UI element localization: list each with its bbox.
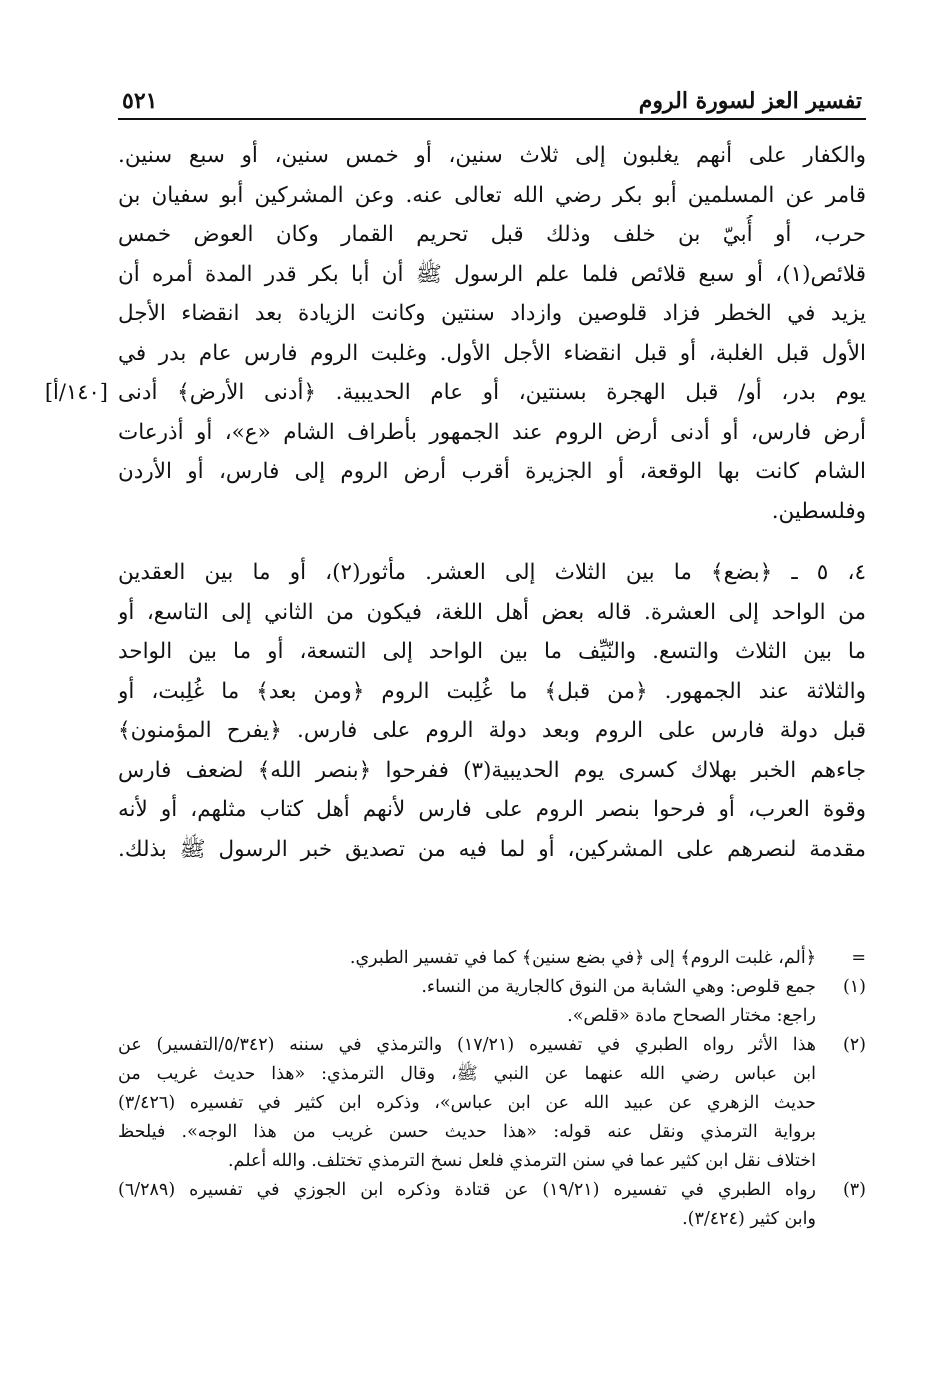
footnote-line: رواه الطبري في تفسيره (١٩/٢١) عن قتادة وذكره ابن الجوزي في تفسيره (٦/٢٨٩) [118, 1180, 816, 1200]
footnote-line: ﴿ألم، غلبت الروم﴾ إلى ﴿في بضع سنين﴾ كما في تفسير الطبري. [349, 948, 816, 968]
footnote-line: هذا الأثر رواه الطبري في تفسيره (١٧/٢١) والترمذي في سننه (٥/٣٤٢/التفسير) عن [118, 1035, 816, 1055]
footnote-marker: (١) [842, 977, 866, 997]
text-line: قامر عن المسلمين أبو بكر رضي الله تعالى عنه. وعن المشركين أبو سفيان بن [118, 182, 866, 208]
text-line: حرب، أو أُبيّ بن خلف وذلك قبل تحريم القمار وكان العوض خمس [118, 222, 866, 247]
text-line: والثلاثة عند الجمهور. ﴿من قبل﴾ ما غُلِبت الروم ﴿ومن بعد﴾ ما غُلِبت، أو [118, 678, 866, 704]
text-line: قلائص(١)، أو سبع قلائص فلما علم الرسول ﷺ أن أبا بكر قدر المدة أمره أن [118, 261, 866, 287]
text-line: مقدمة لنصرهم على المشركين، أو لما فيه من تصديق خبر الرسول ﷺ بذلك. [118, 836, 866, 862]
footnote-line: حديث الزهري عن عبيد الله عن ابن عباس»، وذكره ابن كثير في تفسيره (٣/٤٢٦) [118, 1093, 816, 1113]
page [44, 70, 866, 869]
text-line: وقوة العرب، أو فرحوا بنصر الروم على فارس لأنهم أهل كتاب مثلهم، أو لأنه [118, 797, 866, 822]
margin-folio-reference: [١٤٠/أ] [44, 380, 108, 404]
footnote-marker: (٢) [842, 1035, 866, 1055]
running-title: تفسير العز لسورة الروم [638, 88, 862, 114]
paragraph-2 [118, 553, 866, 869]
text-line: يزيد في الخطر فزاد قلوصين وازداد سنتين وكانت الزيادة بعد انقضاء الأجل [118, 301, 866, 326]
text-line: أرض فارس، أو أدنى أرض الروم عند الجمهور بأطراف الشام «ع»، أو أذرعات [118, 419, 866, 445]
text-line: من الواحد إلى العشرة. قاله بعض أهل اللغة، فيكون من الثاني إلى التاسع، أو [118, 599, 866, 625]
footnote-line: وابن كثير (٣/٤٢٤). [682, 1209, 816, 1229]
text-line: ما بين الثلاث والتسع. والنّيِّف ما بين الواحد إلى التسعة، أو ما بين الواحد [118, 639, 866, 664]
footnotes [118, 944, 866, 1234]
text-line: وفلسطين. [771, 498, 866, 524]
footnote-line: جمع قلوص: وهي الشابة من النوق كالجارية من النساء. [421, 977, 816, 997]
footnote-1 [118, 973, 866, 1031]
text-line: والكفار على أنهم يغلبون إلى ثلاث سنين، أو خمس سنين، أو سبع سنين. [118, 143, 866, 168]
footnote-line: برواية الترمذي ونقل عنه قوله: «هذا حديث حسن غريب من هذا الوجه». فيلحظ [118, 1122, 816, 1142]
footnote-line: اختلاف نقل ابن كثير عما في سنن الترمذي فلعل نسخ الترمذي تختلف. والله أعلم. [227, 1151, 816, 1171]
main-text [44, 136, 866, 869]
paragraph-1 [44, 136, 866, 531]
footnote-line: راجع: مختار الصحاح مادة «قلص». [567, 1006, 816, 1026]
text-line: جاءهم الخبر بهلاك كسرى يوم الحديبية(٣) ففرحوا ﴿بنصر الله﴾ لضعف فارس [118, 757, 866, 783]
text-line: الأول قبل الغلبة، أو قبل انقضاء الأجل الأول. وغلبت الروم فارس عام بدر في [118, 340, 866, 366]
text-line: ٤، ٥ ـ ﴿بضع﴾ ما بين الثلاث إلى العشر. مأثور(٢)، أو ما بين العقدين [118, 560, 866, 585]
text-line: يوم بدر، أو/ قبل الهجرة بسنتين، أو عام الحديبية. ﴿أدنى الأرض﴾ أدنى [118, 380, 866, 405]
text-line: الشام كانت بها الوقعة، أو الجزيرة أقرب أرض الروم إلى فارس، أو الأردن [118, 459, 866, 484]
text-line: قبل دولة فارس على الروم وبعد دولة الروم على فارس. ﴿يفرح المؤمنون﴾ [118, 718, 866, 743]
footnote-marker: = [851, 948, 866, 968]
footnote-line: ابن عباس رضي الله عنهما عن النبي ﷺ، وقال الترمذي: «هذا حديث غريب من [118, 1064, 816, 1084]
footnote-marker: (٣) [842, 1180, 866, 1200]
footnote-continuation [118, 944, 866, 973]
footnote-2 [118, 1031, 866, 1176]
running-header [118, 70, 866, 120]
footnote-3 [118, 1176, 866, 1234]
page-number: ٥٢١ [122, 88, 158, 114]
